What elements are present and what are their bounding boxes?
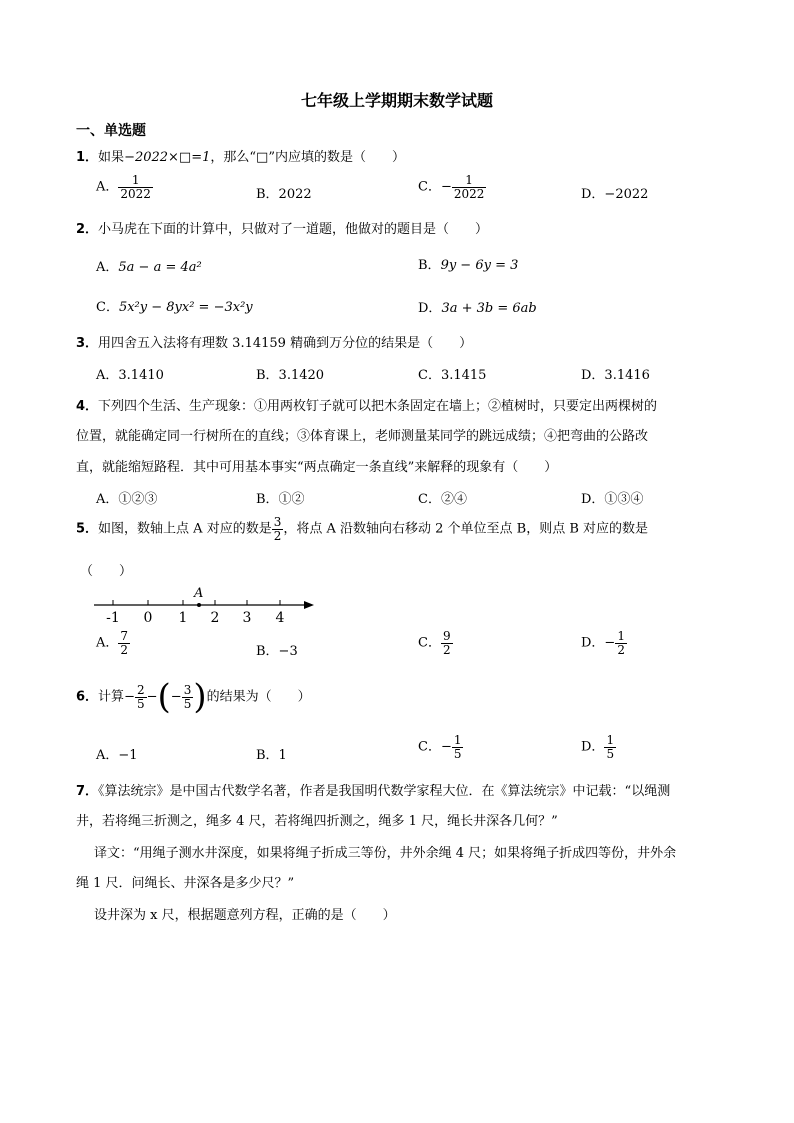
question-number: 4． — [76, 399, 99, 414]
option-c — [418, 630, 453, 656]
number-line-figure — [90, 585, 320, 627]
question-text: 计算 — [98, 689, 125, 705]
option-b: B．2022 — [256, 187, 312, 202]
fraction — [604, 734, 616, 760]
fraction-numerator: 2 — [136, 682, 145, 697]
option-label: A． — [96, 179, 119, 195]
question-text: 绳 1 尺．问绳长、井深各是多少尺？” — [76, 876, 295, 891]
option-b: B．3.1420 — [256, 368, 325, 383]
question-text: 如果 — [98, 150, 125, 165]
question-text: ，将点 A 沿数轴向右移动 2 个单位至点 B，则点 B 对应的数是 — [283, 521, 649, 537]
fraction — [135, 684, 147, 710]
tick-label: 1 — [178, 610, 188, 626]
question-text: 位置，就能确定同一行树所在的直线；③体育课上，老师测量某同学的跳远成绩；④把弯曲的公路改 — [76, 429, 649, 444]
question-text: 如图，数轴上点 A 对应的数是 — [98, 521, 272, 537]
fraction-denominator: 5 — [136, 696, 145, 711]
right-paren: ) — [193, 677, 207, 717]
option-a: A．①②③ — [96, 492, 158, 507]
option-b — [418, 254, 518, 273]
option-label: C．− — [418, 739, 452, 755]
option-d: D．−2022 — [581, 187, 649, 202]
option-label: D．− — [581, 635, 616, 651]
option-a: A．3.1410 — [96, 368, 164, 383]
option-label: C．− — [418, 179, 452, 195]
option-d — [581, 630, 627, 656]
option-c: C．②④ — [418, 492, 467, 507]
question-number: 2． — [76, 222, 99, 237]
question-number: 5． — [76, 521, 99, 537]
math-expression: 3a + 3b = 6ab — [441, 301, 537, 316]
fraction-numerator: 1 — [453, 733, 462, 747]
fraction — [118, 174, 153, 200]
option-d: D．3.1416 — [581, 368, 650, 383]
point-a-label: A — [194, 586, 204, 601]
option-a — [96, 630, 130, 656]
minus-sign: − — [146, 689, 158, 705]
question-text: 小马虎在下面的计算中，只做对了一道题，他做对的题目是（ ） — [98, 222, 489, 237]
tick-label: 4 — [275, 610, 285, 626]
question-text: 直，就能缩短路程．其中可用基本事实“两点确定一条直线”来解释的现象有（ ） — [76, 460, 558, 475]
fraction — [615, 630, 627, 656]
option-c — [418, 174, 486, 200]
option-a — [96, 174, 153, 200]
page-title: 七年级上学期期末数学试题 — [300, 91, 493, 110]
question-text: 用四舍五入法将有理数 3.14159 精确到万分位的结果是（ ） — [98, 336, 473, 351]
option-b: B．①② — [256, 492, 305, 507]
question-number: 1． — [76, 150, 99, 165]
question-7 — [76, 780, 670, 799]
minus-sign: − — [170, 689, 182, 705]
fraction — [452, 174, 487, 200]
option-label: C． — [96, 300, 119, 315]
tick-label: -1 — [106, 610, 120, 626]
option-label: B． — [418, 258, 441, 273]
question-3 — [76, 332, 472, 351]
option-b: B．−3 — [256, 644, 298, 659]
arrow-head-icon — [304, 601, 314, 609]
fraction-numerator: 3 — [273, 515, 282, 529]
option-c — [96, 296, 253, 315]
left-paren: ( — [157, 677, 171, 717]
section-heading: 一、单选题 — [76, 123, 146, 139]
question-text: 《算法统宗》是中国古代数学名著，作者是我国明代数学家程大位．在《算法统宗》中记载：“以绳测 — [98, 784, 671, 799]
fraction-denominator: 5 — [453, 746, 462, 761]
question-text: 设井深为 x 尺，根据题意列方程，正确的是（ ） — [94, 908, 396, 923]
fraction — [182, 684, 194, 710]
option-d — [581, 734, 616, 760]
answer-paren: （ ） — [80, 564, 133, 579]
fraction-numerator: 1 — [617, 629, 625, 643]
tick-label: 0 — [143, 610, 153, 626]
fraction-denominator: 2 — [120, 642, 129, 657]
fraction-denominator: 2022 — [120, 186, 151, 201]
minus-sign: − — [124, 689, 135, 705]
option-a: A．−1 — [96, 748, 138, 763]
question-2 — [76, 218, 488, 237]
question-5 — [76, 516, 648, 542]
option-c: C．3.1415 — [418, 368, 487, 383]
option-b: B．1 — [256, 748, 287, 763]
option-c — [418, 734, 463, 760]
fraction-numerator: 1 — [131, 173, 140, 187]
fraction-denominator: 2022 — [453, 186, 485, 201]
question-number: 3． — [76, 336, 99, 351]
point-a — [197, 603, 201, 607]
option-a — [96, 256, 202, 275]
tick-label: 3 — [242, 610, 252, 626]
tick-label: 2 — [210, 610, 220, 626]
math-expression: 5x²y − 8yx² = −3x²y — [118, 300, 253, 315]
question-6 — [76, 677, 311, 717]
option-label: D． — [418, 301, 442, 316]
question-text: 译文：“用绳子测水井深度，如果将绳子折成三等份，井外余绳 4 尺；如果将绳子折成四等份，井外余 — [94, 846, 677, 861]
question-text: 的结果为（ ） — [206, 689, 311, 705]
math-expression: 5a − a = 4a² — [118, 260, 202, 275]
fraction-denominator: 2 — [442, 642, 451, 657]
fraction-denominator: 5 — [606, 746, 615, 761]
question-4 — [76, 395, 657, 414]
question-number: 6． — [76, 689, 99, 705]
math-expression: 9y − 6y = 3 — [440, 258, 519, 273]
option-d — [418, 297, 537, 316]
fraction — [452, 734, 464, 760]
question-text: ，那么“□”内应填的数是（ ） — [210, 150, 405, 165]
fraction — [272, 516, 284, 542]
fraction-numerator: 1 — [606, 733, 615, 747]
question-text: 井，若将绳三折测之，绳多 4 尺，若将绳四折测之，绳多 1 尺，绳长井深各几何？” — [76, 814, 558, 829]
option-label: A． — [96, 635, 119, 651]
fraction-denominator: 2 — [617, 642, 625, 657]
option-label: D． — [581, 739, 605, 755]
fraction — [118, 630, 130, 656]
fraction — [441, 630, 453, 656]
fraction-denominator: 5 — [183, 696, 192, 711]
fraction-numerator: 1 — [465, 173, 473, 187]
question-text: 下列四个生活、生产现象：①用两枚钉子就可以把木条固定在墙上；②植树时，只要定出两棵树的 — [98, 399, 658, 414]
question-1 — [76, 146, 405, 165]
option-d: D．①③④ — [581, 492, 644, 507]
fraction-numerator: 3 — [183, 682, 192, 697]
fraction-denominator: 2 — [273, 528, 282, 543]
option-label: C． — [418, 635, 441, 651]
fraction-numerator: 9 — [442, 629, 451, 643]
math-expression: −2022×□=1 — [124, 150, 211, 165]
question-number: 7． — [76, 784, 99, 799]
fraction-numerator: 7 — [120, 629, 129, 643]
option-label: A． — [96, 260, 119, 275]
